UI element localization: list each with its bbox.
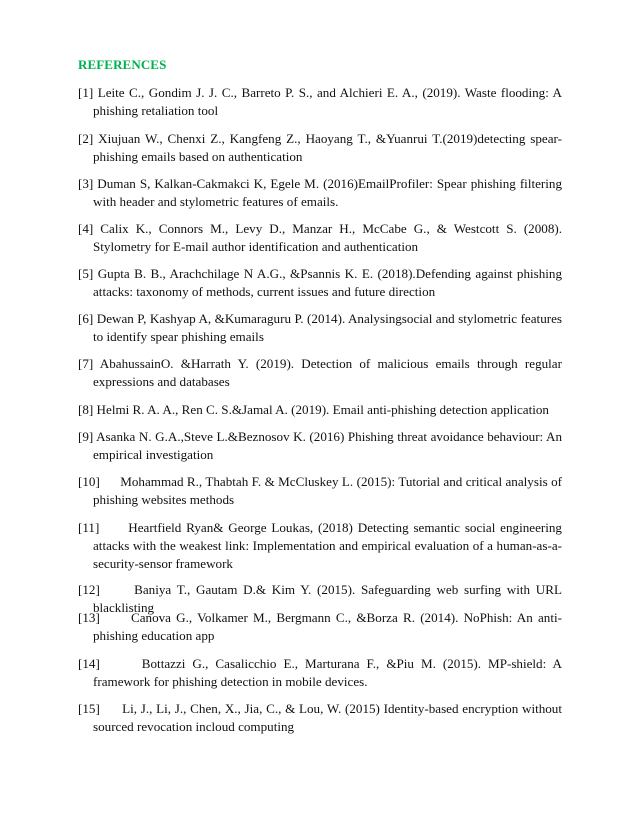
reference-item — [78, 519, 562, 573]
reference-number: [1] — [78, 85, 98, 100]
reference-text: Duman S, Kalkan-Cakmakci K, Egele M. (2016)EmailProfiler: Spear phishing filtering with header and stylometric features of emails. — [93, 176, 562, 209]
reference-number: [11] — [78, 520, 129, 535]
reference-text: Baniya T., Gautam D.& Kim Y. (2015). Safeguarding web surfing with URL blacklisting — [93, 582, 562, 615]
reference-item — [78, 265, 562, 301]
reference-number: [9] — [78, 429, 97, 444]
reference-item — [78, 130, 562, 166]
references-heading: REFERENCES — [78, 57, 167, 72]
reference-number: [8] — [78, 402, 97, 417]
reference-text: Gupta B. B., Arachchilage N A.G., &Psannis K. E. (2018).Defending against phishing attacks: taxonomy of methods, current issues and future direction — [93, 266, 563, 299]
reference-text: Mohammad R., Thabtah F. & McCluskey L. (2015): Tutorial and critical analysis of phishing websites methods — [93, 474, 562, 507]
reference-number: [6] — [78, 311, 97, 326]
reference-item — [78, 700, 562, 736]
reference-item — [78, 175, 562, 211]
reference-number: [10] — [78, 474, 121, 489]
reference-text: Dewan P, Kashyap A, &Kumaraguru P. (2014). Analysingsocial and stylometric features to identify spear phishing emails — [93, 311, 563, 344]
reference-number: [2] — [78, 131, 99, 146]
reference-text: Asanka N. G.A.,Steve L.&Beznosov K. (2016) Phishing threat avoidance behaviour: An empirical investigation — [93, 429, 563, 462]
reference-number: [15] — [78, 701, 123, 716]
reference-text: Heartfield Ryan& George Loukas, (2018) Detecting semantic social engineering attacks with the weakest link: Implementation and empirical evaluation of a human-as-a-security-sensor framework — [93, 520, 562, 571]
reference-text: Xiujuan W., Chenxi Z., Kangfeng Z., Haoyang T., &Yuanrui T.(2019)detecting spear-phishing emails based on authentication — [93, 131, 562, 164]
reference-number: [3] — [78, 176, 98, 191]
reference-text: AbahussainO. &Harrath Y. (2019). Detection of malicious emails through regular expressions and databases — [93, 356, 562, 389]
reference-item — [78, 655, 562, 691]
reference-item — [78, 84, 562, 120]
reference-number: [7] — [78, 356, 100, 371]
reference-text: Canova G., Volkamer M., Bergmann C., &Borza R. (2014). NoPhish: An anti-phishing education app — [93, 610, 562, 643]
reference-text: Leite C., Gondim J. J. C., Barreto P. S., and Alchieri E. A., (2019). Waste flooding: A phishing retaliation tool — [93, 85, 563, 118]
reference-item — [78, 355, 562, 391]
reference-item — [78, 310, 562, 346]
reference-number: [13] — [78, 610, 131, 625]
reference-number: [4] — [78, 221, 101, 236]
reference-text: Helmi R. A. A., Ren C. S.&Jamal A. (2019). Email anti-phishing detection application — [96, 402, 549, 417]
reference-text: Li, J., Li, J., Chen, X., Jia, C., & Lou, W. (2015) Identity-based encryption without sourced revocation incloud computing — [93, 701, 562, 734]
reference-number: [12] — [78, 582, 135, 597]
reference-item — [78, 473, 562, 509]
reference-text: Bottazzi G., Casalicchio E., Marturana F., &Piu M. (2015). MP-shield: A framework for phishing detection in mobile devices. — [93, 656, 562, 689]
reference-number: [5] — [78, 266, 98, 281]
reference-text: Calix K., Connors M., Levy D., Manzar H., McCabe G., & Westcott S. (2008). Stylometry for E-mail author identification and authentication — [93, 221, 562, 254]
reference-number: [14] — [78, 656, 142, 671]
reference-item — [78, 609, 562, 645]
reference-item — [78, 401, 562, 419]
reference-item — [78, 220, 562, 256]
reference-item — [78, 428, 562, 464]
